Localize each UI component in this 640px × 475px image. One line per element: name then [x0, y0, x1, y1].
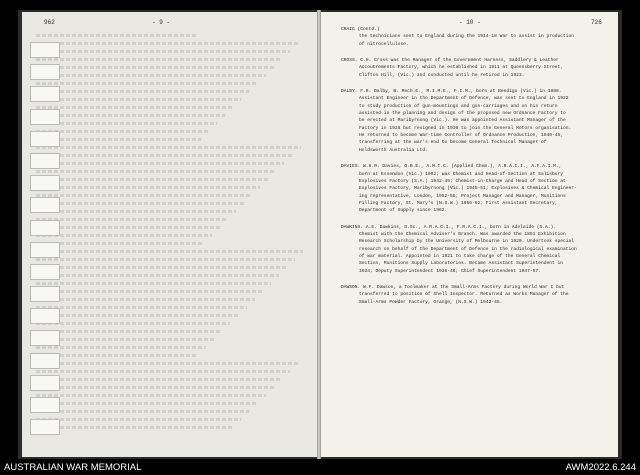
bleed-row: [36, 90, 249, 93]
entry-first-line: DALBY. F.R. Dalby, B. Mech.E., M.I.M.E., F.I.M., born at Bendigo (Vic.) in 1888.: [341, 89, 562, 95]
bleed-row: [36, 122, 217, 125]
entry-line: be erected at Maribyrnong (Vic.). He was appointed Assistant Manager of the: [359, 118, 566, 124]
bleed-row: [36, 50, 290, 53]
entry-line: Department of Supply since 1962.: [359, 208, 448, 214]
bleed-row: [36, 138, 201, 141]
bleed-row: [36, 338, 214, 341]
index-tab: [30, 242, 60, 258]
bleed-row: [36, 274, 279, 277]
entry-line: assisted in the planning and design of the proposed new Ordnance Factory to: [359, 111, 566, 117]
bleed-row: [36, 146, 301, 149]
biography-entry: [341, 88, 609, 154]
open-book: [18, 10, 622, 459]
entry-line: Holdsworth Australia Ltd.: [359, 147, 428, 153]
index-tab: [30, 308, 60, 324]
entry-line: transferred to position of Shell Inspector. Returned as Works Manager of the: [359, 292, 569, 298]
index-tabs: [30, 42, 60, 441]
footer-institution: AUSTRALIAN WAR MEMORIAL: [4, 462, 142, 473]
entry-line: Factory in 1928 but resigned in 1930 to join the General Motors organisation.: [359, 125, 572, 131]
bleed-through-text: [36, 34, 306, 434]
bleed-row: [36, 42, 298, 45]
bleed-row: [36, 394, 266, 397]
entry-line: Accoutrements Factory, which he established in 1911 at Queensberry Street,: [359, 65, 563, 71]
bleed-row: [36, 178, 268, 181]
left-page: [22, 12, 317, 457]
entry-line: Section, Munitions Supply Laboratories. Became Assistant Superintendent in: [359, 261, 563, 267]
bleed-row: [36, 66, 274, 69]
bleed-row: [36, 322, 230, 325]
bleed-row: [36, 194, 252, 197]
index-tab: [30, 330, 60, 346]
biography-entry: [341, 284, 609, 306]
right-page: [321, 12, 618, 457]
right-ref-number: 726: [591, 19, 602, 26]
bleed-row: [36, 98, 241, 101]
bleed-row: [36, 410, 249, 413]
index-tab: [30, 375, 60, 391]
bleed-row: [36, 362, 298, 365]
biography-entry: [341, 57, 609, 79]
index-tab: [30, 419, 60, 435]
index-tab: [30, 109, 60, 125]
entry-first-line: CRAIG (Contd.): [341, 27, 380, 32]
entry-line: ing representative, London, 1952-55; Project Manager and Manager, Munitions: [359, 193, 566, 199]
bleed-row: [36, 354, 198, 357]
bleed-row: [36, 346, 206, 349]
index-tab: [30, 286, 60, 302]
entry-line: of war material. Appointed in 1921 to take charge of the General Chemical: [359, 253, 561, 259]
bleed-row: [36, 34, 198, 37]
bleed-row: [36, 266, 287, 269]
biography-entry: [341, 26, 609, 48]
index-tab: [30, 264, 60, 280]
biography-entry: [341, 163, 609, 214]
footer-bar: [0, 459, 640, 475]
entry-line: the technicians sent to England during the 1914-18 War to assist in production: [359, 34, 575, 40]
bleed-row: [36, 218, 228, 221]
bleed-row: [36, 170, 276, 173]
bleed-row: [36, 402, 257, 405]
footer-accession-number: AWM2022.6.244: [565, 462, 636, 473]
entry-line: Small-Arms Powder Factory, Orange, (N.S.W.) 1942-45.: [359, 299, 503, 305]
bleed-row: [36, 130, 209, 133]
index-tab: [30, 353, 60, 369]
bleed-row: [36, 314, 239, 317]
bleed-row: [36, 234, 212, 237]
index-tab: [30, 175, 60, 191]
index-tab: [30, 131, 60, 147]
left-header-mark: 962: [44, 19, 55, 26]
bleed-row: [36, 258, 295, 261]
biography-entries: [341, 26, 609, 315]
entry-line: Filling Factory, St. Mary's (N.S.W.) 1956-62; First Assistant Secretary,: [359, 200, 558, 206]
bleed-row: [36, 210, 236, 213]
index-tab: [30, 220, 60, 236]
left-page-number: - 9 -: [152, 19, 171, 26]
bleed-row: [36, 418, 241, 421]
bleed-row: [36, 114, 225, 117]
bleed-row: [36, 370, 290, 373]
bleed-row: [36, 106, 233, 109]
bleed-row: [36, 226, 220, 229]
bleed-row: [36, 290, 263, 293]
index-tab: [30, 86, 60, 102]
entry-line: transferring at the war's end to become General Technical Manager of: [359, 140, 547, 146]
entry-line: of nitrocellulose.: [359, 41, 409, 47]
bleed-row: [36, 378, 282, 381]
bleed-row: [36, 202, 244, 205]
entry-line: born at Essendon (Vic.) 1902; was Chemist and Head-of-Section at Salisbury: [359, 171, 563, 177]
bleed-row: [36, 306, 247, 309]
entry-line: research on behalf of the Department of Defence in the radiological examination: [359, 246, 577, 252]
entry-first-line: DAWKINS. A.E. Dawkins, D.Sc., A.R.A.C.I., F.R.A.C.I., born in Adelaide (S.A.).: [341, 224, 557, 230]
bleed-row: [36, 74, 266, 77]
entry-line: to study production of gun-mountings and gun-carriages and on his return: [359, 103, 558, 109]
bleed-row: [36, 82, 257, 85]
index-tab: [30, 42, 60, 58]
entry-first-line: DAWSON. W.F. Dawson, a Toolmaker at the Small-Arms Factory during World War I but: [341, 284, 565, 290]
entry-line: 1934; Deputy Superintendent 1938-46; Chief Superintendent 1947-57.: [359, 268, 541, 274]
entry-line: Assistant Engineer in the Department of Defence, was sent to England in 1922: [359, 96, 569, 102]
entry-first-line: DAVIES. W.H.R. Davies, O.B.E., A.M.T.C. (Applied Chem.), A.R.A.C.I., A.F.A.I.M.,: [341, 164, 562, 170]
biography-entry: [341, 224, 609, 275]
bleed-row: [36, 162, 284, 165]
bleed-row: [36, 58, 282, 61]
entry-line: Research Scholarship by the University of Melbourne in 1920. Undertook special: [359, 239, 575, 245]
entry-line: Explosives Factory (S.A.) 1942-45; Chemist-in-Charge and Head of Section at: [359, 178, 566, 184]
entry-first-line: CROSS. C.H. Cross was the Manager of the Government Harness, Saddlery & Leather: [341, 58, 559, 64]
index-tab: [30, 397, 60, 413]
bleed-row: [36, 330, 222, 333]
index-tab: [30, 153, 60, 169]
index-tab: [30, 197, 60, 213]
bleed-row: [36, 154, 293, 157]
entry-line: Clifton Hill, (Vic.) and conducted until he retired in 1923.: [359, 72, 525, 78]
bleed-row: [36, 426, 233, 429]
right-page-number: - 10 -: [459, 19, 481, 26]
bleed-row: [36, 282, 271, 285]
entry-line: Chemist with the Chemical Adviser's Branch. Was awarded the 1851 Exhibition: [359, 231, 566, 237]
bleed-row: [36, 298, 255, 301]
bleed-row: [36, 250, 303, 253]
entry-line: Explosives Factory, Maribyrnong (Vic.) 1945-51; Explosives & Chemical Engineer-: [359, 186, 577, 192]
bleed-row: [36, 386, 274, 389]
bleed-row: [36, 242, 203, 245]
index-tab: [30, 64, 60, 80]
bleed-row: [36, 186, 260, 189]
entry-line: He returned to become War-time Controller of Ordnance Production, 1940-45,: [359, 133, 563, 139]
